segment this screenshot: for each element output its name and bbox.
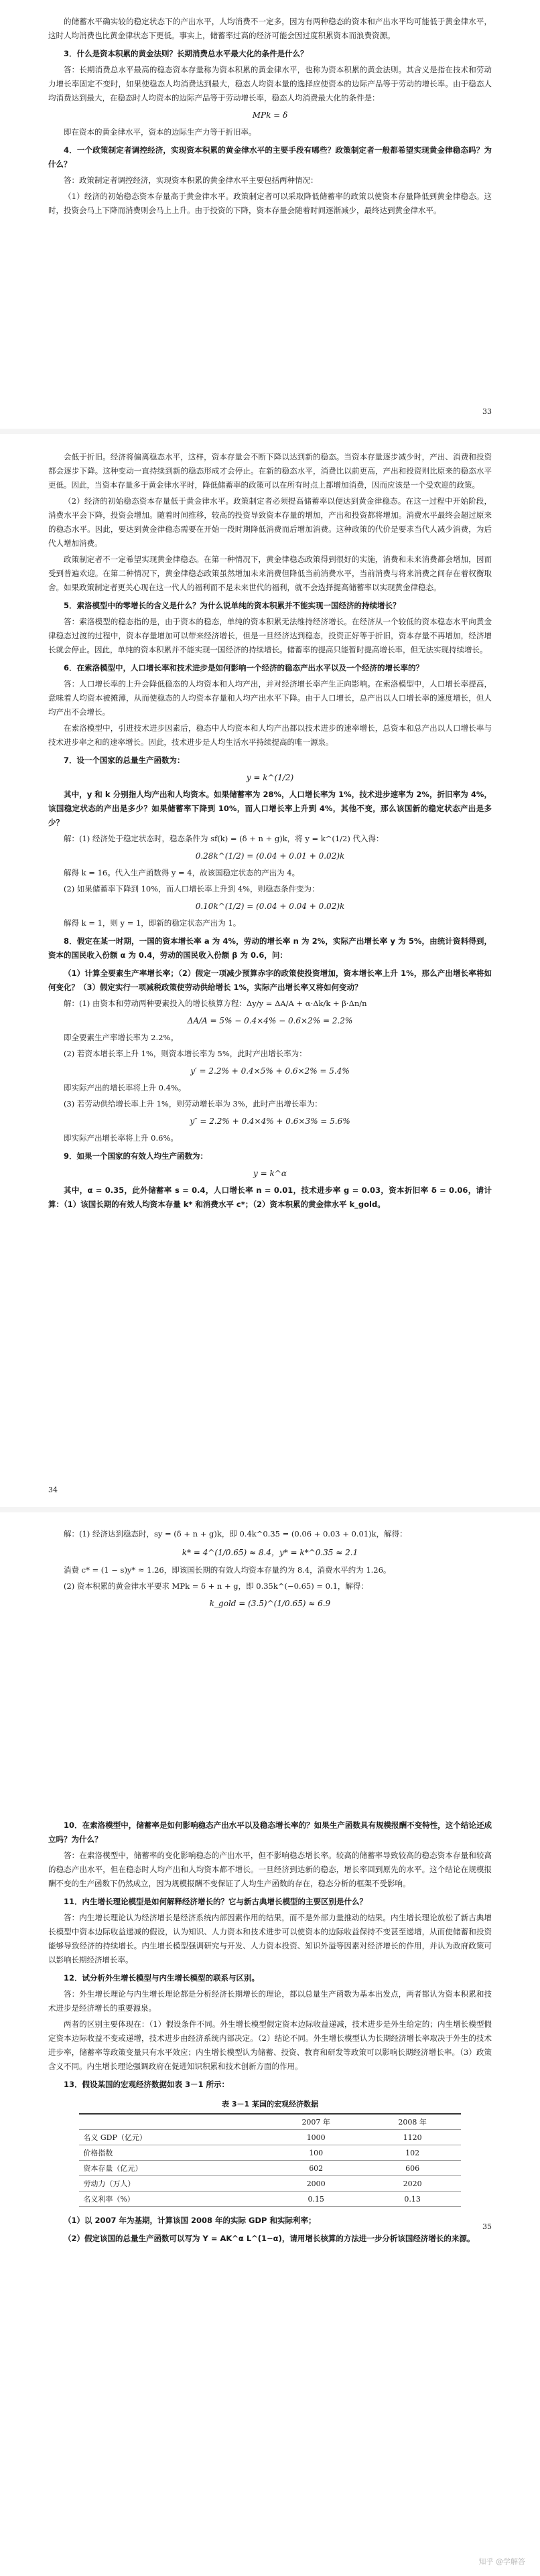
question-7: 7．设一个国家的总量生产函数为： [64,756,185,765]
table-cell: 606 [364,2161,461,2176]
answer-7-part-4: 解得 k = 1，则 y = 1，即新的稳定状态产出为 1。 [64,918,241,928]
answer-8-part-6: 即实际产出增长率将上升 0.6%。 [64,1133,178,1143]
question-11: 11．内生增长理论模型是如何解释经济增长的？它与新古典增长模型的主要区别是什么？ [64,1897,367,1906]
macro-data-table [79,2113,460,2207]
formula-9b: k_gold = (3.5)^(1/0.65) ≈ 6.9 [209,1599,331,1608]
formula-8b: y′ = 2.2% + 0.4×5% + 0.6×2% = 5.4% [190,1066,350,1076]
page-number: 35 [482,2222,492,2231]
formula-7b: 0.10k^(1/2) = (0.04 + 0.04 + 0.02)k [195,902,345,911]
answer-11: 答：内生增长理论认为经济增长是经济系统内部因素作用的结果，而不是外部力量推动的结果。内生增长理论放松了新古典增长模型中资本边际收益递减的假设，认为知识、人力资本和技术进步可以使资本的边际收益保持不变甚至递增，从而使储蓄和投资能够导致经济的持续增长。内生增长模型强调研究与开发、人力资本投资、知识外溢等因素对经济增长的作用，并认为政府政策可以影响长期经济增长率。 [48,1913,492,1964]
question-6: 6．在索洛模型中，人口增长率和技术进步是如何影响一个经济的稳态产出水平以及一个经济的增长率的？ [64,663,423,672]
answer-3: 答：长期消费总水平最高的稳态资本存量称为资本积累的黄金律水平，也称为资本积累的黄金法则。其含义是指在技术和劳动力增长率固定不变时，如果使稳态人均消费达到最大，稳态人均资本量的选择应使资本的边际产品等于劳动的增长率。由于稳态人均消费达到最大，在稳态时人均资本的边际产品等于劳动增长率，稳态人均消费最大化的条件是： [48,65,492,102]
question-12: 12．试分析外生增长模型与内生增长模型的联系与区别。 [64,1973,260,1983]
question-4: 4．一个政策制定者调控经济，实现资本积累的黄金律水平的主要手段有哪些？政策制定者一般都希望实现黄金律稳态吗？为什么？ [48,145,492,169]
page1-intro: 的储蓄水平确实较的稳定状态下的产出水平，人均消费不一定多，因为有两种稳态的资本和产出水平均可能低于黄金律水平，这时人均消费也比黄金律状态下更低。事实上，储蓄率过高的经济可能会因过度积累资本而浪费资源。 [48,17,492,40]
formula-8a: ΔA/A = 5% − 0.4×4% − 0.6×2% = 2.2% [187,1016,353,1025]
formula-3: MPk = δ [252,111,288,120]
answer-9-part-2: 消费 c* = (1 − s)y* ≈ 1.26，即该国长期的有效人均资本存量约为 8.4，消费水平约为 1.26。 [64,1565,391,1575]
table-cell: 2020 [364,2176,461,2192]
table-header-cell [79,2114,267,2130]
answer-6-part-2: 在索洛模型中，引进技术进步因素后，稳态中人均资本和人均产出都以技术进步的速率增长，总资本和总产出以人口增长率与技术进步率之和的速率增长。因此，技术进步是人均生活水平持续提高的唯一源泉。 [48,723,492,747]
answer-4-cont: 会低于折旧。经济将偏离稳态水平，这样，资本存量会不断下降以达到新的稳态。当资本存量逐步减少时，产出、消费和投资都会逐步下降。这种变动一直持续到新的稳态形成才会停止。在新的稳态水平，消费比以前更高，产出和投资则比原来的稳态水平更低。因此，当资本存量多于黄金律水平时，降低储蓄率的政策可以在所有时点上都增加消费，因而应该是一个受欢迎的政策。 [48,452,492,490]
answer-9-part-1: 解：(1) 经济达到稳态时，sy = (δ + n + g)k，即 0.4k^0.35 = (0.06 + 0.03 + 0.01)k，解得： [64,1529,407,1539]
question-5: 5．索洛模型中的零增长的含义是什么？为什么说单纯的资本积累并不能实现一国经济的持续增长？ [64,601,401,610]
page-3 [0,1512,540,2576]
question-9-body: 其中，α = 0.35，此外储蓄率 s = 0.4，人口增长率 n = 0.01，技术进步率 g = 0.03，资本折旧率 δ = 0.06，请计算：（1）该国长期的有效人均资本存量 k* 和消费水平 c*；（2）资本积累的黄金律水平 k_gold。 [48,1186,492,1209]
question-13-sub-1: （1）以 2007 年为基期，计算该国 2008 年的实际 GDP 和实际利率； [64,2216,316,2225]
table-cell: 0.15 [268,2192,364,2207]
answer-3-tail: 即在资本的黄金律水平，资本的边际生产力等于折旧率。 [64,127,257,137]
answer-4-case-1: （1）经济的初始稳态资本存量高于黄金律水平。政策制定者可以采取降低储蓄率的政策以使资本存量降低到黄金律稳态。这时，投资会马上下降而消费则会马上上升。由于投资的下降，资本存量会随着时间逐渐减少，最终达到黄金律水平。 [48,192,492,215]
table-title: 表 3－1 某国的宏观经济数据 [222,2100,318,2108]
answer-8-part-2: 即全要素生产率增长率为 2.2%。 [64,1033,178,1042]
formula-9a: k* = 4^(1/0.65) ≈ 8.4，y* = k*^0.35 ≈ 2.1 [182,1548,358,1557]
table-cell: 100 [268,2145,364,2161]
page-1 [0,0,540,429]
question-13: 13．假设某国的宏观经济数据如表 3－1 所示： [64,2080,230,2089]
table-cell: 价格指数 [79,2145,267,2161]
formula-8c: y″ = 2.2% + 0.4×4% + 0.6×3% = 5.6% [190,1117,350,1126]
question-8-sub: （1）计算全要素生产率增长率；（2）假定一项减少预算赤字的政策使投资增加，资本增长率上升 1%，那么产出增长率将如何变化？（3）假定实行一项减税政策使劳动供给增长 1%，实际产出增长率又将如何变动？ [48,969,492,992]
answer-12-part-1: 答：外生增长理论与内生增长理论都是分析经济长期增长的理论，都以总量生产函数为基本出发点，两者都认为资本积累和技术进步是经济增长的重要源泉。 [48,1989,492,2013]
page-break [0,429,540,434]
formula-9: y = k^α [253,1169,287,1178]
question-8: 8．假定在某一时期，一国的资本增长率 a 为 4%，劳动的增长率 n 为 2%，实际产出增长率 y 为 5%，由统计资料得到，资本的国民收入份额 α 为 0.4，劳动的国民收入份额 β 为 0.6，问： [48,936,492,960]
table-row [79,2130,460,2145]
page-whitespace [48,1614,492,1814]
table-cell: 名义 GDP（亿元） [79,2130,267,2145]
answer-10: 答：在索洛模型中，储蓄率的变化影响稳态的产出水平，但不影响稳态增长率。较高的储蓄率导致较高的稳态资本存量和较高的稳态产出水平，但在稳态时人均产出和人均资本都不增长。一旦经济到达新的稳态，增长率回到原先的水平。这个结论在规模报酬不变的生产函数下仍然成立，因为规模报酬不变保证了人均生产函数的存在，稳态分析的框架不受影响。 [48,1851,492,1888]
formula-7a: 0.28k^(1/2) = (0.04 + 0.01 + 0.02)k [195,851,345,861]
page-number: 33 [482,407,492,416]
question-3: 3．什么是资本积累的黄金法则？长期消费总水平最大化的条件是什么？ [64,49,308,58]
answer-7-part-3: (2) 如果储蓄率下降到 10%，而人口增长率上升到 4%，则稳态条件变为： [64,884,320,893]
watermark: 知乎 @学解答 [478,2557,525,2566]
table-row [79,2145,460,2161]
page-2 [0,435,540,1507]
table-cell: 劳动力（万人） [79,2176,267,2192]
answer-8-part-3: (2) 若资本增长率上升 1%，则资本增长率为 5%，此时产出增长率为： [64,1049,307,1058]
answer-4-conclusion: 政策制定者不一定希望实现黄金律稳态。在第一种情况下，黄金律稳态政策得到很好的实施，消费和未来消费都会增加，因而受到普遍欢迎。在第二种情况下，黄金律稳态政策虽然增加未来消费但降低当前消费水平，当前消费与将来消费之间存在着权衡取舍。如果政策制定者更关心现在这一代人的福利而不是未来世代的福利，就不会选择提高储蓄率以实现黄金律稳态。 [48,555,492,592]
answer-7-part-2: 解得 k = 16。代入生产函数得 y = 4，故该国稳定状态的产出为 4。 [64,868,300,877]
table-header-cell: 2007 年 [268,2114,364,2130]
table-cell: 602 [268,2161,364,2176]
table-cell: 1000 [268,2130,364,2145]
question-9: 9．如果一个国家的有效人均生产函数为： [64,1151,208,1161]
answer-8-part-1: 解：(1) 由资本和劳动两种要素投入的增长核算方程：Δy/y = ΔA/A + α·Δk/k + β·Δn/n [64,999,367,1008]
table-cell: 名义利率（%） [79,2192,267,2207]
table-header-cell: 2008 年 [364,2114,461,2130]
table-row [79,2176,460,2192]
table-cell: 102 [364,2145,461,2161]
question-10: 10．在索洛模型中，储蓄率是如何影响稳态产出水平以及稳态增长率的？如果生产函数具有规模报酬不变特性，这个结论还成立吗？为什么？ [48,1820,492,1844]
answer-8-part-4: 即实际产出的增长率将上升 0.4%。 [64,1083,186,1092]
table-row [79,2161,460,2176]
answer-9-part-3: (2) 资本积累的黄金律水平要求 MPk = δ + n + g，即 0.35k^(−0.65) = 0.1，解得： [64,1581,368,1591]
answer-4-intro: 答：政策制定者调控经济，实现资本积累的黄金律水平主要包括两种情况： [64,175,318,185]
answer-7-part-1: 解：(1) 经济处于稳定状态时，稳态条件为 sf(k) = (δ + n + g)k，将 y = k^(1/2) 代入得： [64,834,384,843]
answer-4-case-2: （2）经济的初始稳态资本存量低于黄金律水平。政策制定者必须提高储蓄率以便达到黄金律稳态。在这一过程中开始阶段，消费水平会下降，投资会增加。随着时间推移，较高的投资导致资本存量的增加，产出和投资都将增加。消费水平最终会超过原来的稳态水平。因此，要达到黄金律稳态需要在开始一段时期降低消费而后增加消费。这种政策的代价是要求当代人减少消费，为后代人增加消费。 [48,496,492,548]
answer-5: 答：索洛模型的稳态指的是，由于资本的稳态，单纯的资本积累无法维持经济增长。在经济从一个较低的资本稳态水平向黄金律稳态过渡的过程中，资本存量增加可以带来经济增长，但是一旦经济达到稳态，投资正好等于折旧，资本存量不再增加，经济增长就会停止。因此，单纯的资本积累并不能实现一国经济的持续增长。储蓄率的提高只能暂时提高增长率，但无法实现持续增长。 [48,617,492,654]
table-cell: 2000 [268,2176,364,2192]
question-13-sub-2: （2）假定该国的总量生产函数可以写为 Y = AK^α L^(1−α)，请用增长核算的方法进一步分析该国经济增长的来源。 [64,2234,475,2243]
answer-12-part-2: 两者的区别主要体现在：（1）假设条件不同。外生增长模型假定资本边际收益递减，技术进步是外生给定的；内生增长模型假定资本边际收益不变或递增，技术进步由经济系统内部决定。（2）结论不同。外生增长模型认为长期经济增长率取决于外生的技术进步率，储蓄率等政策变量只有水平效应；内生增长模型认为储蓄、投资、教育和研发等政策可以影响长期经济增长率。（3）政策含义不同。内生增长理论强调政府在促进知识积累和技术创新方面的作用。 [48,2019,492,2071]
answer-6-part-1: 答：人口增长率的上升会降低稳态的人均资本和人均产出，并对经济增长率产生正向影响。在索洛模型中，人口增长率提高，意味着人均资本被摊薄，从而使稳态的人均资本存量和人均产出水平下降。由于人口增长，总产出以人口增长率的速度增长，但人均产出不会增长。 [48,679,492,717]
page-number: 34 [48,1486,58,1494]
table-cell: 资本存量（亿元） [79,2161,267,2176]
table-cell: 1120 [364,2130,461,2145]
table-cell: 0.13 [364,2192,461,2207]
page-break [0,1507,540,1512]
question-7-body: 其中，y 和 k 分别指人均产出和人均资本。如果储蓄率为 28%，人口增长率为 1%，技术进步速率为 2%，折旧率为 4%，该国稳定状态的产出是多少？如果储蓄率下降到 10%，而人口增长率上升到 4%，其他不变，那么该国新的稳定状态产出是多少？ [48,790,492,827]
table-row [79,2192,460,2207]
answer-8-part-5: (3) 若劳动供给增长率上升 1%，则劳动增长率为 3%，此时产出增长率为： [64,1099,322,1108]
formula-7: y = k^(1/2) [246,773,294,782]
table-header-row [79,2114,460,2130]
